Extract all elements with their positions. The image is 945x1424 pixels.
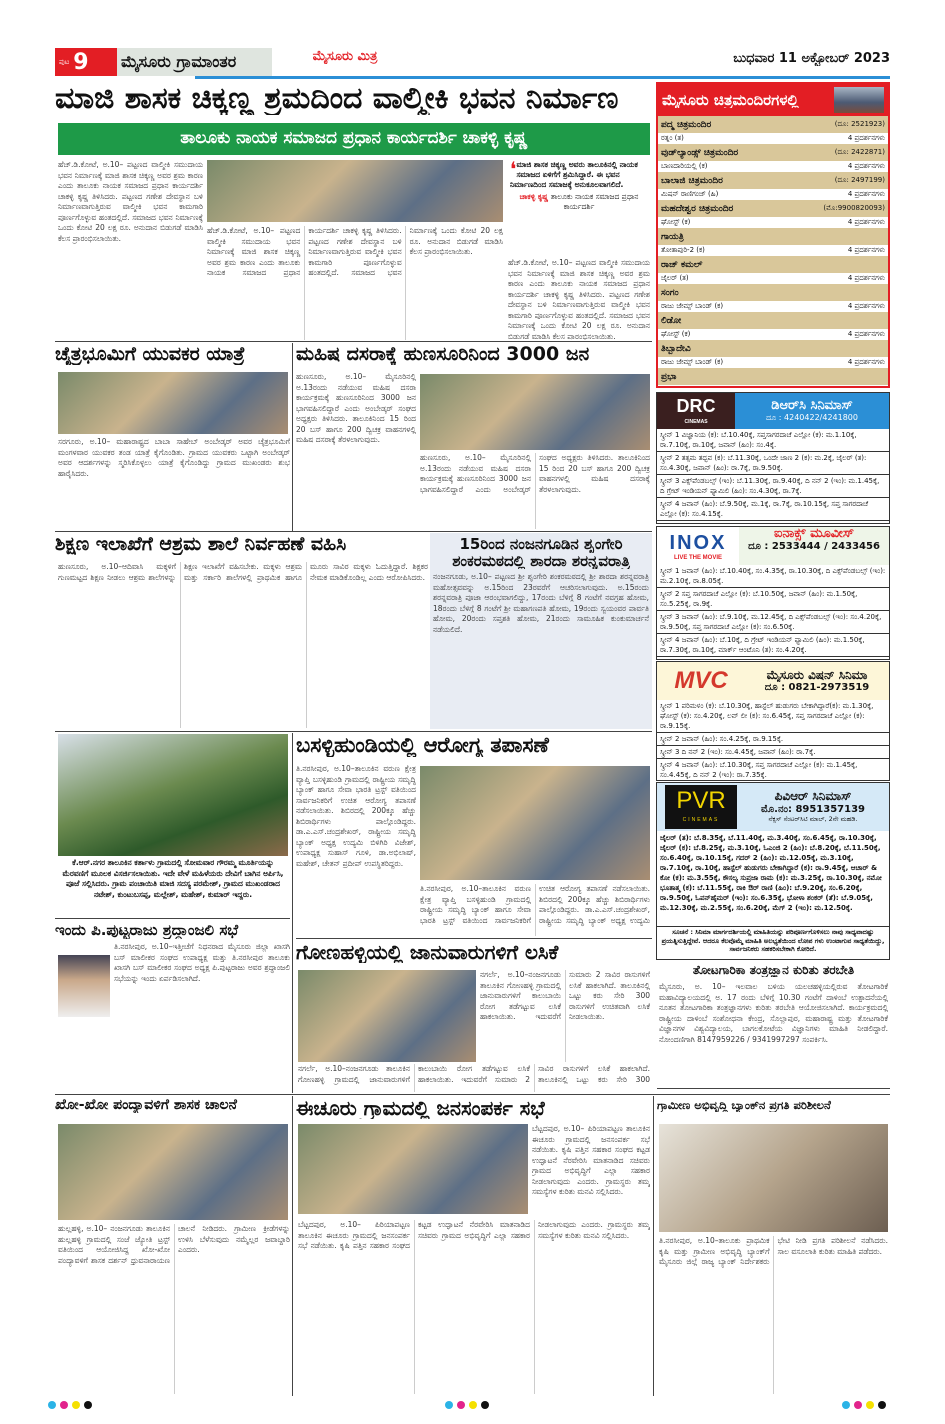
theatre-name: ಪ್ರಭಾ — [661, 371, 677, 382]
story-vaccine-body: ನಗರ್ಲೆ, ಅ.10–ನಂಜನಗೂಡು ತಾಲೂಕಿನ ಗೋಣಹಳ್ಳಿ ಗ್ರಾಮದಲ್ಲಿ ಜಾನುವಾರುಗಳಿಗೆ ಕಾಲುಬಾಯಿ ರೋಗ ತಡೆಗಟ್ಟುವ ಲಸಿಕೆ ಹಾಕಲಾಯಿತು. ಇದುವರೆಗೆ ಸುಮಾರು 2 ಸಾವಿರ ರಾಸುಗಳಿಗೆ ಲಸಿಕೆ ಹಾಕಲಾಗಿದೆ. ತಾಲೂಕಿನಲ್ಲಿ ಒಟ್ಟು ಕರು ಸೇರಿ 300 — [298, 1064, 650, 1084]
theatre-name: ಮಹದೇಶ್ವರ ಚಿತ್ರಮಂದಿರ — [661, 203, 734, 214]
inox-logo: INOX LIVE THE MOVIE — [669, 531, 727, 561]
story-vaccine-photo — [298, 970, 476, 1062]
mvc-name: ಮೈಸೂರು ವಿಷನ್ ಸಿನಿಮಾ — [766, 668, 868, 682]
screen-listing: ಸ್ಕ್ರೀನ್ 4 ಜವಾನ್ (ಹಿಂ): ಬೆ.10.30ಕ್ಕೆ, ಸಪ್ತ ಸಾಗರದಾಚೆ ಎಲ್ಲೋ (ಕ): ಮ.1.45ಕ್ಕೆ, ಸಂ.4.45ಕ್ಕೆ, ದಿ ನನ್ 2 (ಇಂ): ರಾ.7.35ಕ್ಕೆ. — [657, 759, 889, 781]
page-badge — [55, 48, 117, 76]
quote-author: ಚಾಕಳ್ಳಿ ಕೃಷ್ಣ — [519, 192, 549, 201]
lead-quote-box — [508, 158, 650, 256]
theatre-movie: ರಾಜು ಜೇಮ್ಸ್ ಬಾಂಡ್ (ಕ) — [661, 302, 724, 310]
theatre-phone: (ದೂ: 2422871) — [834, 148, 885, 156]
theatre-name: ಬಾಲಾಜಿ ಚಿತ್ರಮಂದಿರ — [661, 175, 723, 186]
theatre-movie-row — [658, 189, 888, 200]
cinema-guide — [656, 82, 890, 388]
story-puttaraju-headline: ಇಂದು ಪಿ.ಪುಟ್ಟರಾಜು ಶ್ರದ್ಧಾಂಜಲಿ ಸಭೆ — [55, 922, 239, 939]
lead-body-right: ಹೆಚ್.ಡಿ.ಕೋಟೆ, ಅ.10– ಪಟ್ಟಣದ ವಾಲ್ಮೀಕಿ ಸಮುದಾಯ ಭವನ ನಿರ್ಮಾಣಕ್ಕೆ ಮಾಜಿ ಶಾಸಕ ಚಿಕ್ಕಣ್ಣ ಅವರ ಶ್ರಮ ಕಾರಣ ಎಂದು ತಾಲೂಕು ನಾಯಕ ಸಮಾಜದ ಪ್ರಧಾನ ಕಾರ್ಯದರ್ಶಿ ಚಾಕಳ್ಳಿ ಕೃಷ್ಣ ತಿಳಿಸಿದರು. ಪಟ್ಟಣದ ಗಣೇಶ ದೇವಸ್ಥಾನ ಬಳಿ ನಿರ್ಮಾಣವಾಗುತ್ತಿರುವ ವಾಲ್ಮೀಕಿ ಭವನ ಕಾಮಗಾರಿ ಪೂರ್ಣಗೊಳ್ಳುವ ಹಂತದಲ್ಲಿದೆ. ಸಮಾಜದ ಭವನ ನಿರ್ಮಾಣಕ್ಕೆ ಒಂದು ಕೋಟಿ 20 ಲಕ್ಷ ರೂ. ಅನುದಾನ ಬಿಡುಗಡೆ ಮಾಡಿಸಿ ಕೆಲಸ ಪ್ರಾರಂಭಿಸಲಾಯಿತು. — [508, 258, 650, 340]
screen-listing: ಸ್ಕ್ರೀನ್ 2 ಸಪ್ತ ಸಾಗರದಾಚೆ ಎಲ್ಲೋ (ಕ): ಬೆ.10.50ಕ್ಕೆ, ಜವಾನ್ (ಹಿಂ): ಮ.1.50ಕ್ಕೆ, ಸಂ.5.25ಕ್ಕೆ, ರಾ.9ಕ್ಕೆ. — [657, 588, 889, 611]
story-health-photo — [420, 766, 650, 880]
page-label: ಪುಟ — [59, 57, 70, 66]
theatre-name-row — [658, 172, 888, 189]
screen-listing: ಸ್ಕ್ರೀನ್ 3 ಎಕ್ಸ್‌ಪೆಂಡಬಲ್ಸ್ (ಇಂ): ಬೆ.11.30ಕ್ಕೆ, ರಾ.9.40ಕ್ಕೆ, ದಿ ನನ್ 2 (ಇಂ): ಮ.1.45ಕ್ಕೆ, ದಿ ಗ್ರೇಟ್ ಇಂಡಿಯನ್ ಫ್ಯಾಮಿಲಿ (ಹಿಂ): ಸಂ.4.30ಕ್ಕೆ, ರಾ.7ಕ್ಕೆ. — [657, 475, 889, 498]
theatre-name-row — [658, 312, 888, 329]
theatre-movie: ಘೋಸ್ಟ್ (ಕ) — [661, 218, 691, 226]
quote-role: ತಾಲೂಕು ನಾಯಕ ಸಮಾಜದ ಪ್ರಧಾನ ಕಾರ್ಯದರ್ಶಿ — [550, 192, 639, 211]
screen-listing: ಸ್ಕ್ರೀನ್ 3 ಜವಾನ್ (ಹಿಂ): ಬೆ.9.10ಕ್ಕೆ, ಮ.12.45ಕ್ಕೆ, ದಿ ಎಕ್ಸ್‌ಪೆಂಡಬಲ್ಸ್ (ಇಂ): ಸಂ.4.20ಕ್ಕೆ, ರಾ.9.50ಕ್ಕೆ, ಸಪ್ತ ಸಾಗರದಾಚೆ ಎಲ್ಲೋ (ಕ): ಸಂ.6.50ಕ್ಕೆ. — [657, 611, 889, 634]
screen-listing: ಸ್ಕ್ರೀನ್ 3 ದಿ ನನ್ 2 (ಇಂ): ಸಂ.4.45ಕ್ಕೆ, ಜವಾನ್ (ಹಿಂ): ರಾ.7ಕ್ಕೆ. — [657, 746, 889, 759]
pvr-phone: ಮೊ.ನಂ: 8951357139 — [760, 803, 866, 815]
theatre-name: ಲಿಡೋ — [661, 315, 682, 326]
theatre-name: ಸಂಗಂ — [661, 287, 679, 298]
theatre-shows: 4 ಪ್ರದರ್ಶನಗಳು — [847, 274, 885, 282]
story-horticulture-body: ಮೈಸೂರು, ಅ. 10– ಇಲವಾಲ ಬಳಿಯ ಯಲಚಹಳ್ಳಿಯಲ್ಲಿರುವ ತೋಟಗಾರಿಕೆ ಮಹಾವಿದ್ಯಾಲಯದಲ್ಲಿ ಅ. 17 ರಂದು ಬೆಳಿಗ್ಗೆ 10.30 ಗಂಟೆಗೆ ದಾಳಿಂಬೆ ಉತ್ಪಾದನೆಯಲ್ಲಿ ನೂತನ ತೋಟಗಾರಿಕಾ ತಂತ್ರಜ್ಞಾನಗಳು ಕುರಿತು ತರಬೇತಿ ಆಯೋಜಿಸಲಾಗಿದೆ. ಕಾರ್ಯಕ್ರಮದಲ್ಲಿ ರಾಷ್ಟ್ರೀಯ ದಾಳಿಂಬೆ ಸಂಶೋಧನಾ ಕೇಂದ್ರ, ಸೊಲ್ಲಾಪುರ, ಮಹಾರಾಷ್ಟ್ರ ಮತ್ತು ತೋಟಗಾರಿಕೆ ವಿಜ್ಞಾನಗಳ ವಿಶ್ವವಿದ್ಯಾಲಯ, ಬಾಗಲಕೋಟೆಯ ವಿಜ್ಞಾನಿಗಳು ಮಾಹಿತಿ ನೀಡಲಿದ್ದಾರೆ. ನೋಂದಣಿಗಾಗಿ 8147959226 / 9341997297 ಸಂಪರ್ಕಿಸಿ. — [659, 982, 888, 1044]
mvc-logo: MVC — [674, 667, 728, 694]
mvc-phone: ದೂ : 0821-2973519 — [764, 682, 870, 694]
theatre-movie: ತೋತಾಪುರಿ-2 (ಕ) — [661, 246, 705, 254]
theatre-movie: ಮಿಷನ್ ರಾಣಿಗಂಜ್ (ಹಿ) — [661, 190, 719, 198]
theatre-shows: 4 ಪ್ರದರ್ಶನಗಳು — [847, 134, 885, 142]
theatre-movie-row — [658, 133, 888, 144]
print-registration-marks-center — [445, 1401, 505, 1411]
story-sharada-headline-1: 15ರಿಂದ ನಂಜನಗೂಡಿನ ಶೃಂಗೇರಿ — [459, 536, 623, 553]
theatre-name-row — [658, 116, 888, 133]
section-title: ಮೈಸೂರು ಗ್ರಾಮಾಂತರ — [117, 48, 272, 76]
story-mahisha-photo — [420, 374, 650, 450]
theatre-name-row — [658, 228, 888, 245]
theatre-movie-row — [658, 217, 888, 228]
masthead-logo: ಮೈಸೂರು ಮಿತ್ರ — [312, 50, 378, 64]
theatre-name: ತಿಬ್ಬಾದೇವಿ — [661, 343, 691, 354]
story-echuru-body-right: ಬೆಟ್ಟದಪುರ, ಅ.10– ಪಿರಿಯಾಪಟ್ಟಣ ತಾಲೂಕಿನ ಈಚೂರು ಗ್ರಾಮದಲ್ಲಿ ಜನಸಂಪರ್ಕ ಸಭೆ ನಡೆಯಿತು. ಕೃಷಿ ಪತ್ತಿನ ಸಹಕಾರ ಸಂಘದ ಕಟ್ಟಡ ಉದ್ಘಾಟನೆ ನೆರವೇರಿಸಿ ಮಾತನಾಡಿದ ಸಚಿವರು ಗ್ರಾಮದ ಅಭಿವೃದ್ಧಿಗೆ ಎಲ್ಲಾ ಸಹಕಾರ ನೀಡಲಾಗುವುದು ಎಂದರು. ಗ್ರಾಮಸ್ಥರು ತಮ್ಮ ಸಮಸ್ಯೆಗಳ ಕುರಿತು ಮನವಿ ಸಲ್ಲಿಸಿದರು. — [532, 1124, 650, 1196]
theatre-name: ರಾಜ್ ಕಮಲ್ — [661, 259, 703, 270]
theatre-shows: 4 ಪ್ರದರ್ಶನಗಳು — [847, 330, 885, 338]
story-vaccine-headline: ಗೋಣಹಳ್ಳಿಯಲ್ಲಿ ಜಾನುವಾರುಗಳಿಗೆ ಲಸಿಕೆ — [296, 941, 559, 963]
story-ashrama-body: ಹುಣಸೂರು, ಅ.10–ಆದಿವಾಸಿ ಮಕ್ಕಳಿಗೆ ಗುಣಮಟ್ಟದ ಶಿಕ್ಷಣ ನೀಡಲು ಆಶ್ರಮ ಶಾಲೆಗಳನ್ನು ಶಿಕ್ಷಣ ಇಲಾಖೆಗೆ ವಹಿಸಬೇಕು. ಮಕ್ಕಳು ಆಶ್ರಮ ಮತ್ತು ಸರ್ಕಾರಿ ಶಾಲೆಗಳಲ್ಲಿ ಪ್ರಾಥಮಿಕ ಹಾಗೂ ಮೂರು ಸಾವಿರ ಮಕ್ಕಳು ಓದುತ್ತಿದ್ದಾರೆ. ಶಿಕ್ಷಕರ ನೇಮಕ ಮಾಡಿಕೊಂಡಿಲ್ಲ ಎಂದು ಆರೋಪಿಸಿದರು. — [58, 562, 428, 582]
story-vaccine-body-right: ನಗರ್ಲೆ, ಅ.10–ನಂಜನಗೂಡು ತಾಲೂಕಿನ ಗೋಣಹಳ್ಳಿ ಗ್ರಾಮದಲ್ಲಿ ಜಾನುವಾರುಗಳಿಗೆ ಕಾಲುಬಾಯಿ ರೋಗ ತಡೆಗಟ್ಟುವ ಲಸಿಕೆ ಹಾಕಲಾಯಿತು. ಇದುವರೆಗೆ ಸುಮಾರು 2 ಸಾವಿರ ರಾಸುಗಳಿಗೆ ಲಸಿಕೆ ಹಾಕಲಾಗಿದೆ. ತಾಲೂಕಿನಲ್ಲಿ ಒಟ್ಟು ಕರು ಸೇರಿ 300 ರಾಸುಗಳಿಗೆ ಉಚಿತವಾಗಿ ಲಸಿಕೆ ನೀಡಲಾಯಿತು. — [480, 970, 650, 1021]
quote-mark-icon: ❛ — [510, 158, 517, 181]
pvr-name: ಪಿವಿಆರ್ ಸಿನಿಮಾಸ್ — [774, 790, 852, 804]
story-echuru-headline: ಈಚೂರು ಗ್ರಾಮದಲ್ಲಿ ಜನಸಂಪರ್ಕ ಸಭೆ — [296, 1097, 545, 1119]
story-chaitrabhoomi-headline: ಚೈತ್ರಭೂಮಿಗೆ ಯುವಕರ ಯಾತ್ರೆ — [55, 344, 245, 365]
story-chaitrabhoomi-photo — [58, 372, 288, 434]
screen-listing: ಸ್ಕ್ರೀನ್ 4 ಜವಾನ್ (ಹಿಂ): ಬೆ.10ಕ್ಕೆ, ದಿ ಗ್ರೇಟ್ ಇಂಡಿಯನ್ ಫ್ಯಾಮಿಲಿ (ಹಿಂ): ಮ.1.50ಕ್ಕೆ, ರಾ.7.30ಕ್ಕೆ, ರಾ.10ಕ್ಕೆ, ಮಾರ್ಕ್ ಆಂಟೊನಿ (ತ): ಸಂ.4.20ಕ್ಕೆ. — [657, 634, 889, 657]
theatre-phone: (ಮೊ:9900820093) — [823, 204, 885, 212]
theatre-movie-row — [658, 385, 888, 388]
theatre-movie: ಘೋಸ್ಟ್ (ಕ) — [661, 330, 691, 338]
inox-phone: ದೂ : 2533444 / 2433456 — [748, 541, 880, 553]
inox-ad — [656, 526, 890, 660]
lead-photo — [207, 160, 503, 222]
drc-ad — [656, 392, 890, 524]
screen-listing: ಸ್ಕ್ರೀನ್ 2 ತತ್ಸಮ ತದ್ಭವ (ಕ): ಬೆ.11.30ಕ್ಕೆ, ಒಂದೇ ಜಾಣ 2 (ಕ): ಮ.2ಕ್ಕೆ, ಜೈಲರ್ (ತ): ಸಂ.4.30ಕ್ಕೆ, ಜವಾನ್ (ಹಿಂ): ರಾ.7ಕ್ಕೆ, ರಾ.9.50ಕ್ಕೆ. — [657, 452, 889, 475]
lead-headline: ಮಾಜಿ ಶಾಸಕ ಚಿಕ್ಕಣ್ಣ ಶ್ರಮದಿಂದ ವಾಲ್ಮೀಕಿ ಭವನ ನಿರ್ಮಾಣ — [55, 82, 619, 115]
story-chaitrabhoomi-body: ಸರಗೂರು, ಅ.10– ಮಹಾರಾಷ್ಟ್ರದ ಬಾಬಾ ಸಾಹೇಬ್ ಅಂಬೇಡ್ಕರ್ ಅವರ ಚೈತ್ರಭೂಮಿಗೆ ಮಂಗಳವಾರ ಯುವಕರ ತಂಡ ಯಾತ್ರೆ ಕೈಗೊಂಡಿತು. ಗ್ರಾಮದ ಯುವಕರು ಒಟ್ಟಾಗಿ ಅಂಬೇಡ್ಕರ್ ಅವರ ಆದರ್ಶಗಳನ್ನು ಸ್ಮರಿಸಿಕೊಳ್ಳಲು ಯಾತ್ರೆ ಕೈಗೊಂಡಿದ್ದು ಗ್ರಾಮದ ಮುಖಂಡರು ಶುಭ ಹಾರೈಸಿದರು. — [58, 437, 290, 478]
theatre-movie: ರತ್ನಂ (ತ) — [661, 134, 684, 142]
theatre-movie-row — [658, 301, 888, 312]
theatre-shows: 4 ಪ್ರದರ್ಶನಗಳು — [847, 302, 885, 310]
gowramma-caption: ಕೆ.ಆರ್.ನಗರ ತಾಲೂಕಿನ ಕರ್ತಾಳು ಗ್ರಾಮದಲ್ಲಿ ಸೋಮವಾರ ಗೌರಮ್ಮ ಮೂರ್ತಿಯನ್ನು ಮೆರವಣಿಗೆ ಮೂಲಕ ವಿಸರ್ಜಿಸಲಾಯಿತು. ಇದೇ ವೇಳೆ ಮಹಿಳೆಯರು ದೇವಿಗೆ ಬಾಗಿನ ಅರ್ಪಿಸಿ, ಪೂಜೆ ಸಲ್ಲಿಸಿದರು. ಗ್ರಾಮ ಪಂಚಾಯಿತಿ ಮಾಜಿ ಸದಸ್ಯ ಪರಮೇಶ್, ಗ್ರಾಮದ ಮುಖಂಡರಾದ ನಟೇಶ್, ಕುಂಟುಬಸಪ್ಪ, ಮಲ್ಲೇಶ್, ಮಹೇಶ್, ಕುಮಾರ್ ಇದ್ದರು. — [62, 858, 284, 899]
theatre-phone: (ದೂ: 2497199) — [834, 176, 885, 184]
lead-body-col1: ಹೆಚ್.ಡಿ.ಕೋಟೆ, ಅ.10– ಪಟ್ಟಣದ ವಾಲ್ಮೀಕಿ ಸಮುದಾಯ ಭವನ ನಿರ್ಮಾಣಕ್ಕೆ ಮಾಜಿ ಶಾಸಕ ಚಿಕ್ಕಣ್ಣ ಅವರ ಶ್ರಮ ಕಾರಣ ಎಂದು ತಾಲೂಕು ನಾಯಕ ಸಮಾಜದ ಪ್ರಧಾನ ಕಾರ್ಯದರ್ಶಿ ಚಾಕಳ್ಳಿ ಕೃಷ್ಣ ತಿಳಿಸಿದರು. ಪಟ್ಟಣದ ಗಣೇಶ ದೇವಸ್ಥಾನ ಬಳಿ ನಿರ್ಮಾಣವಾಗುತ್ತಿರುವ ವಾಲ್ಮೀಕಿ ಭವನ ಕಾಮಗಾರಿ ಪೂರ್ಣಗೊಳ್ಳುವ ಹಂತದಲ್ಲಿದೆ. ಸಮಾಜದ ಭವನ ನಿರ್ಮಾಣಕ್ಕೆ ಒಂದು ಕೋಟಿ 20 ಲಕ್ಷ ರೂ. ಅನುದಾನ ಬಿಡುಗಡೆ ಮಾಡಿಸಿ ಕೆಲಸ ಪ್ರಾರಂಭಿಸಲಾಯಿತು. — [58, 160, 203, 243]
gowramma-procession-photo — [58, 734, 288, 856]
drc-phone: ದೂ : 4240422/4241800 — [765, 413, 858, 423]
theatre-movie-row — [658, 273, 888, 284]
theatre-shows: 4 ಪ್ರದರ್ಶನಗಳು — [847, 358, 885, 366]
theatre-name: ಪದ್ಮ ಚಿತ್ರಮಂದಿರ — [661, 119, 712, 130]
theatre-name-row — [658, 368, 888, 385]
story-sharada-headline-2: ಶಂಕರಮಠದಲ್ಲಿ ಶಾರದಾ ಶರನ್ನವರಾತ್ರಿ — [452, 552, 630, 569]
theatre-movie: ರಾಜು ಜೇಮ್ಸ್ ಬಾಂಡ್ (ಕ) — [661, 358, 724, 366]
theatre-movie-row — [658, 329, 888, 340]
story-khokho-body: ಹುಲ್ಲಹಳ್ಳಿ, ಅ.10– ನಂಜನಗೂಡು ತಾಲೂಕಿನ ಹುಲ್ಲಹಳ್ಳಿ ಗ್ರಾಮದಲ್ಲಿ ಸಂಜೆ ಜ್ಯೋತಿ ಟ್ರಸ್ಟ್ ವತಿಯಿಂದ ಆಯೋಜಿಸಿದ್ದ ಖೋ-ಖೋ ಪಂದ್ಯಾವಳಿಗೆ ಶಾಸಕ ದರ್ಶನ್ ಧ್ರುವನಾರಾಯಣ ಚಾಲನೆ ನೀಡಿದರು. ಗ್ರಾಮೀಣ ಕ್ರೀಡೆಗಳನ್ನು ಉಳಿಸಿ ಬೆಳೆಸುವುದು ನಮ್ಮೆಲ್ಲರ ಜವಾಬ್ದಾರಿ ಎಂದರು. — [58, 1224, 290, 1265]
story-horticulture-headline: ತೋಟಗಾರಿಕಾ ತಂತ್ರಜ್ಞಾನ ಕುರಿತು ತರಬೇತಿ — [692, 964, 855, 977]
theatre-movie-row — [658, 245, 888, 256]
story-mahisha-body-cols: ಹುಣಸೂರು, ಅ.10– ಮೈಸೂರಿನಲ್ಲಿ ಅ.13ರಂದು ನಡೆಯುವ ಮಹಿಷ ದಸರಾ ಕಾರ್ಯಕ್ರಮಕ್ಕೆ ಹುಣಸೂರಿನಿಂದ 3000 ಜನ ಭಾಗವಹಿಸಲಿದ್ದಾರೆ ಎಂದು ಅಂಬೇಡ್ಕರ್ ಸಂಘದ ಅಧ್ಯಕ್ಷರು ತಿಳಿಸಿದರು. ತಾಲೂಕಿನಿಂದ 15 ರಿಂದ 20 ಬಸ್ ಹಾಗೂ 200 ದ್ವಿಚಕ್ರ ವಾಹನಗಳಲ್ಲಿ ಮಹಿಷ ದಸರಾಕ್ಕೆ ತೆರಳಲಾಗುವುದು. — [420, 453, 650, 494]
theatre-movie-row — [658, 161, 888, 172]
theatre-shows — [848, 386, 885, 388]
theatre-movie: ಬಾಣದಾರಿಯಲ್ಲಿ (ಕ) — [661, 162, 708, 170]
theatre-name: ಗಾಯತ್ರಿ — [661, 231, 684, 242]
theatre-shows: 4 ಪ್ರದರ್ಶನಗಳು — [847, 190, 885, 198]
print-registration-marks-left — [48, 1401, 108, 1411]
pvr-listings: ಜೈಲರ್ (ತ): ಬೆ.8.35ಕ್ಕೆ, ಬೆ.11.40ಕ್ಕೆ, ಮ.3.40ಕ್ಕೆ, ಸಂ.6.45ಕ್ಕೆ, ರಾ.10.30ಕ್ಕೆ, ಜೈಲರ್ (ಕ): ಬೆ.8.25ಕ್ಕೆ, ಮ.3.10ಕ್ಕೆ, ಓಎಂಜಿ 2 (ಹಿಂ): ಬೆ.8.20ಕ್ಕೆ, ಬೆ.11.50ಕ್ಕೆ, ಸಂ.6.40ಕ್ಕೆ, ರಾ.10.15ಕ್ಕೆ, ಗದರ್ 2 (ಹಿಂ): ಮ.12.05ಕ್ಕೆ, ಮ.3.10ಕ್ಕೆ, ರಾ.7.10ಕ್ಕೆ, ರಾ.10ಕ್ಕೆ, ಹಾಸ್ಟೆಲ್ ಹುಡುಗರು ಬೇಕಾಗಿದ್ದಾರೆ (ಕ): ರಾ.9.45ಕ್ಕೆ, ಆಚಾರ್ & ಕೋ (ಕ): ಮ.3.55ಕ್ಕೆ, ಕೌಸಲ್ಯ ಸುಪ್ರಜಾ ರಾಮ (ಕ): ಮ.3.25ಕ್ಕೆ, ರಾ.10.30ಕ್ಕೆ, ನಮೋ ಭೂತಾತ್ಮ (ಕ): ಬೆ.11.55ಕ್ಕೆ, ರಾಕಿ ಔರ್ ರಾಣಿ (ಹಿಂ): ಬೆ.9.20ಕ್ಕೆ, ಸಂ.6.20ಕ್ಕೆ, ರಾ.9.50ಕ್ಕೆ, ಓಪನ್‌ಹೈಮರ್ (ಇಂ): ಸಂ.6.35ಕ್ಕೆ, ಭೋಳಾ ಶಂಕರ್ (ತೆ): ಬೆ.9.05ಕ್ಕೆ, ಮ.12.30ಕ್ಕೆ, ಮ.2.55ಕ್ಕೆ, ಸಂ.6.20ಕ್ಕೆ, ಮೆಗ್ 2 (ಇಂ): ಮ.12.50ಕ್ಕೆ. — [657, 831, 889, 927]
screen-listing: ಸ್ಕ್ರೀನ್ 4 ಜವಾನ್ (ಹಿಂ): ಬೆ.9.50ಕ್ಕೆ, ಮ.1ಕ್ಕೆ, ರಾ.7ಕ್ಕೆ, ರಾ.10.15ಕ್ಕೆ, ಸಪ್ತ ಸಾಗರದಾಚೆ ಎಲ್ಲೋ (ಕ): ಸಂ.4.15ಕ್ಕೆ. — [657, 498, 889, 521]
theatre-name: ವುಡ್‌ಲ್ಯಾಂಡ್ಸ್ ಚಿತ್ರಮಂದಿರ — [661, 147, 739, 158]
story-mahisha-body-col1: ಹುಣಸೂರು, ಅ.10– ಮೈಸೂರಿನಲ್ಲಿ ಅ.13ರಂದು ನಡೆಯುವ ಮಹಿಷ ದಸರಾ ಕಾರ್ಯಕ್ರಮಕ್ಕೆ ಹುಣಸೂರಿನಿಂದ 3000 ಜನ ಭಾಗವಹಿಸಲಿದ್ದಾರೆ ಎಂದು ಅಂಬೇಡ್ಕರ್ ಸಂಘದ ಅಧ್ಯಕ್ಷರು ತಿಳಿಸಿದರು. ತಾಲೂಕಿನಿಂದ 15 ರಿಂದ 20 ಬಸ್ ಹಾಗೂ 200 ದ್ವಿಚಕ್ರ ವಾಹನಗಳಲ್ಲಿ ಮಹಿಷ ದಸರಾಕ್ಕೆ ತೆರಳಲಾಗುವುದು. — [296, 372, 416, 444]
story-health-headline: ಬಸಳ್ಳಿಹುಂಡಿಯಲ್ಲಿ ಆರೋಗ್ಯ ತಪಾಸಣೆ — [296, 734, 549, 757]
story-ashrama-headline: ಶಿಕ್ಷಣ ಇಲಾಖೆಗೆ ಆಶ್ರಮ ಶಾಲೆ ನಿರ್ವಹಣೆ ವಹಿಸಿ — [55, 534, 347, 555]
cinema-guide-header — [658, 84, 888, 116]
issue-date: ಬುಧವಾರ 11 ಅಕ್ಟೋಬರ್ 2023 — [733, 52, 890, 66]
screen-listing: ಸ್ಕ್ರೀನ್ 2 ಜವಾನ್ (ಹಿಂ): ಸಂ.4.25ಕ್ಕೆ, ರಾ.9.15ಕ್ಕೆ. — [657, 733, 889, 746]
drc-name: ಡಿಆರ್‌ಸಿ ಸಿನಿಮಾಸ್ — [771, 398, 853, 413]
story-sharada-body: ನಂಜನಗೂಡು, ಅ.10– ಪಟ್ಟಣದ ಶ್ರೀ ಶೃಂಗೇರಿ ಶಂಕರಮಠದಲ್ಲಿ ಶ್ರೀ ಶಾರದಾ ಶರನ್ನವರಾತ್ರಿ ಮಹೋತ್ಸವವನ್ನು ಅ.15ರಿಂದ 23ರವರೆಗೆ ಆಚರಿಸಲಾಗುವುದು. ಅ.15ರಂದು ಶರನ್ನವರಾತ್ರಿ ಪೂಜಾ ಆರಂಭವಾಗಲಿದ್ದು, 17ರಂದು ಬೆಳಿಗ್ಗೆ 8 ಗಂಟೆಗೆ ನವಗ್ರಹ ಹೋಮ, 18ರಂದು ಬೆಳಿಗ್ಗೆ 8 ಗಂಟೆಗೆ ಶ್ರೀ ಮಹಾಗಣಪತಿ ಹೋಮ, 19ರಂದು ಸ್ವಯಂವರ ಪಾರ್ವತಿ ಹೋಮ, 20ರಂದು ಸಪ್ತಶತಿ ಹೋಮ, 21ರಂದು ಸಾಮೂಹಿಕ ಕುಂಕುಮಾರ್ಚನೆ ನಡೆಯಲಿದೆ. — [433, 572, 649, 634]
page-number: 9 — [73, 49, 89, 75]
quote-text: ಮಾಜಿ ಶಾಸಕ ಚಿಕ್ಕಣ್ಣ ಅವರು ತಾಲೂಕಿನಲ್ಲಿ ನಾಯಕ ಸಮಾಜದ ಏಳಿಗೆಗೆ ಶ್ರಮಿಸಿದ್ದಾರೆ. ಈ ಭವನ ನಿರ್ಮಾಣದಿಂದ ಸಮಾಜಕ್ಕೆ ಅನುಕೂಲವಾಗಲಿದೆ. — [510, 160, 638, 189]
theatre-name-row — [658, 340, 888, 357]
story-bank-photo — [659, 1124, 888, 1232]
theatre-shows: 4 ಪ್ರದರ್ಶನಗಳು — [847, 218, 885, 226]
theatre-name-row — [658, 144, 888, 161]
theatre-name-row — [658, 256, 888, 273]
lead-body-cols: ಹೆಚ್.ಡಿ.ಕೋಟೆ, ಅ.10– ಪಟ್ಟಣದ ವಾಲ್ಮೀಕಿ ಸಮುದಾಯ ಭವನ ನಿರ್ಮಾಣಕ್ಕೆ ಮಾಜಿ ಶಾಸಕ ಚಿಕ್ಕಣ್ಣ ಅವರ ಶ್ರಮ ಕಾರಣ ಎಂದು ತಾಲೂಕು ನಾಯಕ ಸಮಾಜದ ಪ್ರಧಾನ ಕಾರ್ಯದರ್ಶಿ ಚಾಕಳ್ಳಿ ಕೃಷ್ಣ ತಿಳಿಸಿದರು. ಪಟ್ಟಣದ ಗಣೇಶ ದೇವಸ್ಥಾನ ಬಳಿ ನಿರ್ಮಾಣವಾಗುತ್ತಿರುವ ವಾಲ್ಮೀಕಿ ಭವನ ಕಾಮಗಾರಿ ಪೂರ್ಣಗೊಳ್ಳುವ ಹಂತದಲ್ಲಿದೆ. ಸಮಾಜದ ಭವನ ನಿರ್ಮಾಣಕ್ಕೆ ಒಂದು ಕೋಟಿ 20 ಲಕ್ಷ ರೂ. ಅನುದಾನ ಬಿಡುಗಡೆ ಮಾಡಿಸಿ ಕೆಲಸ ಪ್ರಾರಂಭಿಸಲಾಯಿತು. — [207, 226, 503, 277]
drc-logo: DRC CINEMAS — [657, 393, 735, 429]
theatre-shows: 4 ಪ್ರದರ್ಶನಗಳು — [847, 246, 885, 254]
theatre-name-row — [658, 284, 888, 301]
story-khokho-headline: ಖೋ-ಖೋ ಪಂದ್ಯಾವಳಿಗೆ ಶಾಸಕ ಚಾಲನೆ — [55, 1098, 237, 1113]
cinema-note: ಸೂಚನೆ : ಸಿನಿಮಾ ಮಾರ್ಗದರ್ಶಿಯಲ್ಲಿ ಮಾಹಿತಿಯನ್ನು ಪರಿಪೂರ್ಣಗೊಳಿಸಲು ನಾವು ಸಾಧ್ಯವಾದಷ್ಟು ಪ್ರಯತ್ನಿಸುತ್ತಿದ್ದೇವೆ. ಆದರೂ ಕೆಲವೊಮ್ಮೆ ಮಾಹಿತಿ ಅಲಭ್ಯತೆಯಿಂದ ಲೋಪ ಗಳು ಉಂಟಾಗುವ ಸಾಧ್ಯತೆಯಿದ್ದು, ಸಾರ್ವಜನಿಕರು ಸಹಕರಿಸಬೇಕಾಗಿ ಕೋರಿದೆ. — [661, 928, 885, 953]
screen-listing: ಸ್ಕ್ರೀನ್ 1 ಪರಿಮಳಂ (ಕ): ಬೆ.10.30ಕ್ಕೆ, ಹಾಸ್ಟೆಲ್ ಹುಡುಗರು ಬೇಕಾಗಿದ್ದಾರೆ(ಕ): ಮ.1.30ಕ್ಕೆ, ಘೋಸ್ಟ್ (ಕ): ಸಂ.4.20ಕ್ಕೆ, ಲವ್ ಲೀ (ಕ): ಸಂ.6.45ಕ್ಕೆ, ಸಪ್ತ ಸಾಗರದಾಚೆ ಎಲ್ಲೋ (ಕ): ರಾ.9.15ಕ್ಕೆ. — [657, 700, 889, 733]
story-mahisha-headline: ಮಹಿಷ ದಸರಾಕ್ಕೆ ಹುಣಸೂರಿನಿಂದ 3000 ಜನ — [296, 344, 590, 365]
story-bank-body: ತಿ.ನರಸೀಪುರ, ಅ.10–ತಾಲೂಕು ಪ್ರಾಥಮಿಕ ಕೃಷಿ ಮತ್ತು ಗ್ರಾಮೀಣ ಅಭಿವೃದ್ಧಿ ಬ್ಯಾಂಕ್‌ಗೆ ಮೈಸೂರು ಜಿಲ್ಲೆ ರಾಜ್ಯ ಬ್ಯಾಂಕ್ ನಿರ್ದೇಶಕರು ಭೇಟಿ ನೀಡಿ ಪ್ರಗತಿ ಪರಿಶೀಲನೆ ನಡೆಸಿದರು. ಸಾಲ ವಸೂಲಾತಿ ಕುರಿತು ಮಾಹಿತಿ ಪಡೆದರು. — [659, 1236, 888, 1266]
screen-listing: ಸ್ಕ್ರೀನ್ 1 ಜವಾನ್ (ಹಿಂ): ಬೆ.10.40ಕ್ಕೆ, ಸಂ.4.35ಕ್ಕೆ, ರಾ.10.30ಕ್ಕೆ, ದಿ ಎಕ್ಸ್‌ಪೆಂಡಬಲ್ಸ್ (ಇಂ): ಮ.2.10ಕ್ಕೆ, ರಾ.8.05ಕ್ಕೆ. — [657, 565, 889, 588]
story-health-body-cols: ತಿ.ನರಸೀಪುರ, ಅ.10–ತಾಲೂಕಿನ ವರುಣ ಕ್ಷೇತ್ರ ವ್ಯಾಪ್ತಿ ಬಸಳ್ಳಿಹುಂಡಿ ಗ್ರಾಮದಲ್ಲಿ ರಾಷ್ಟ್ರೀಯ ಸಮೃದ್ಧಿ ಬ್ಯಾಂಕ್ ಹಾಗೂ ಸೇವಾ ಭಾರತಿ ಟ್ರಸ್ಟ್ ವತಿಯಿಂದ ಸಾರ್ವಜನಿಕರಿಗೆ ಉಚಿತ ಆರೋಗ್ಯ ತಪಾಸಣೆ ನಡೆಸಲಾಯಿತು. ಶಿಬಿರದಲ್ಲಿ 200ಕ್ಕೂ ಹೆಚ್ಚು ಶಿಬಿರಾರ್ಥಿಗಳು ಪಾಲ್ಗೊಂಡಿದ್ದರು. ಡಾ.ಎ.ಎಸ್.ಚಂದ್ರಶೇಖರ್, ರಾಷ್ಟ್ರೀಯ ಸಮೃದ್ಧಿ ಬ್ಯಾಂಕ್ ಅಧ್ಯಕ್ಷ ಉದ್ಯಮಿ — [420, 884, 650, 925]
theatre-movie: ಜೈಲರ್ (ತ) — [661, 274, 689, 282]
puttaraju-portrait — [58, 955, 110, 1017]
print-registration-marks-right — [842, 1401, 902, 1411]
cinema-guide-title: ಮೈಸೂರು ಚಿತ್ರಮಂದಿರಗಳಲ್ಲಿ — [662, 91, 799, 109]
pvr-address: ನೆಕ್ಸಸ್ ಸೆಂಟರ್‌ಸಿಟಿ ಮಾಲ್, 2ನೇ ಮಹಡಿ. — [768, 814, 858, 823]
mvc-ad — [656, 661, 890, 781]
theatre-movie — [661, 386, 683, 388]
theatre-photo — [834, 87, 884, 113]
lead-subheadline: ತಾಲೂಕು ನಾಯಕ ಸಮಾಜದ ಪ್ರಧಾನ ಕಾರ್ಯದರ್ಶಿ ಚಾಕಳ್ಳಿ ಕೃಷ್ಣ — [58, 123, 650, 155]
header-rule — [195, 76, 890, 79]
story-puttaraju-body: ತಿ.ನರಸೀಪುರ, ಅ.10–ಇತ್ತೀಚೆಗೆ ನಿಧನರಾದ ಮೈಸೂರು ಜಿಲ್ಲಾ ಖಾಸಗಿ ಬಸ್ ಮಾಲೀಕರ ಸಂಘದ ಉಪಾಧ್ಯಕ್ಷ ಮತ್ತು ತಿ.ನರಸೀಪುರ ತಾಲೂಕು ಖಾಸಗಿ ಬಸ್ ಮಾಲೀಕರ ಸಂಘದ ಅಧ್ಯಕ್ಷ ಪಿ.ಪುಟ್ಟರಾಜು ಅವರ ಶ್ರದ್ಧಾಂಜಲಿ ಸಭೆಯನ್ನು ಇಂದು ಏರ್ಪಡಿಸಲಾಗಿದೆ. — [114, 942, 290, 983]
pvr-ad — [656, 782, 890, 960]
story-echuru-body: ಬೆಟ್ಟದಪುರ, ಅ.10– ಪಿರಿಯಾಪಟ್ಟಣ ತಾಲೂಕಿನ ಈಚೂರು ಗ್ರಾಮದಲ್ಲಿ ಜನಸಂಪರ್ಕ ಸಭೆ ನಡೆಯಿತು. ಕೃಷಿ ಪತ್ತಿನ ಸಹಕಾರ ಸಂಘದ ಕಟ್ಟಡ ಉದ್ಘಾಟನೆ ನೆರವೇರಿಸಿ ಮಾತನಾಡಿದ ಸಚಿವರು ಗ್ರಾಮದ ಅಭಿವೃದ್ಧಿಗೆ ಎಲ್ಲಾ ಸಹಕಾರ ನೀಡಲಾಗುವುದು ಎಂದರು. ಗ್ರಾಮಸ್ಥರು ತಮ್ಮ ಸಮಸ್ಯೆಗಳ ಕುರಿತು ಮನವಿ ಸಲ್ಲಿಸಿದರು. — [298, 1220, 650, 1250]
story-sharada-box — [430, 533, 652, 729]
pvr-logo: PVR CINEMAS — [665, 785, 737, 829]
story-bank-headline: ಗ್ರಾಮೀಣ ಅಭಿವೃದ್ಧಿ ಬ್ಯಾಂಕ್‌ನ ಪ್ರಗತಿ ಪರಿಶೀಲನೆ — [657, 1099, 831, 1112]
theatre-name-row — [658, 200, 888, 217]
screen-listing: ಸ್ಕ್ರೀನ್ 1 ವಿಜ್ಞಾನಿಯ (ಕ): ಬೆ.10.40ಕ್ಕೆ, ಸಪ್ತಸಾಗರದಾಚೆ ಎಲ್ಲೋ (ಕ): ಮ.1.10ಕ್ಕೆ, ರಾ.7.10ಕ್ಕೆ, ರಾ.10ಕ್ಕೆ, ಜವಾನ್ (ಹಿಂ): ಸಂ.4ಕ್ಕೆ. — [657, 429, 889, 452]
story-echuru-photo — [298, 1124, 528, 1214]
inox-name: ಐನಾಕ್ಸ್ ಮೂವೀಸ್ — [774, 527, 854, 541]
theatre-phone: (ದೂ: 2521923) — [834, 120, 885, 128]
theatre-movie-row — [658, 357, 888, 368]
story-khokho-photo — [58, 1124, 288, 1220]
story-health-body-col1: ತಿ.ನರಸೀಪುರ, ಅ.10–ತಾಲೂಕಿನ ವರುಣ ಕ್ಷೇತ್ರ ವ್ಯಾಪ್ತಿ ಬಸಳ್ಳಿಹುಂಡಿ ಗ್ರಾಮದಲ್ಲಿ ರಾಷ್ಟ್ರೀಯ ಸಮೃದ್ಧಿ ಬ್ಯಾಂಕ್ ಹಾಗೂ ಸೇವಾ ಭಾರತಿ ಟ್ರಸ್ಟ್ ವತಿಯಿಂದ ಸಾರ್ವಜನಿಕರಿಗೆ ಉಚಿತ ಆರೋಗ್ಯ ತಪಾಸಣೆ ನಡೆಸಲಾಯಿತು. ಶಿಬಿರದಲ್ಲಿ 200ಕ್ಕೂ ಹೆಚ್ಚು ಶಿಬಿರಾರ್ಥಿಗಳು ಪಾಲ್ಗೊಂಡಿದ್ದರು. ಡಾ.ಎ.ಎಸ್.ಚಂದ್ರಶೇಖರ್, ರಾಷ್ಟ್ರೀಯ ಸಮೃದ್ಧಿ ಬ್ಯಾಂಕ್ ಅಧ್ಯಕ್ಷ ಉದ್ಯಮಿ ಬಿಳಿಗಿರಿ ವಿಜೇಶ್, ಉಪಾಧ್ಯಕ್ಷ ಸುಹಾಸ್ ಗೂಳಿ, ಡಾ.ಅಭಿಲಾಷ್, ಮಹೇಶ್, ಚೇತನ್ ಪ್ರದೀಪ್ ಉಪಸ್ಥಿತರಿದ್ದರು. — [296, 764, 416, 868]
theatre-shows: 4 ಪ್ರದರ್ಶನಗಳು — [847, 162, 885, 170]
